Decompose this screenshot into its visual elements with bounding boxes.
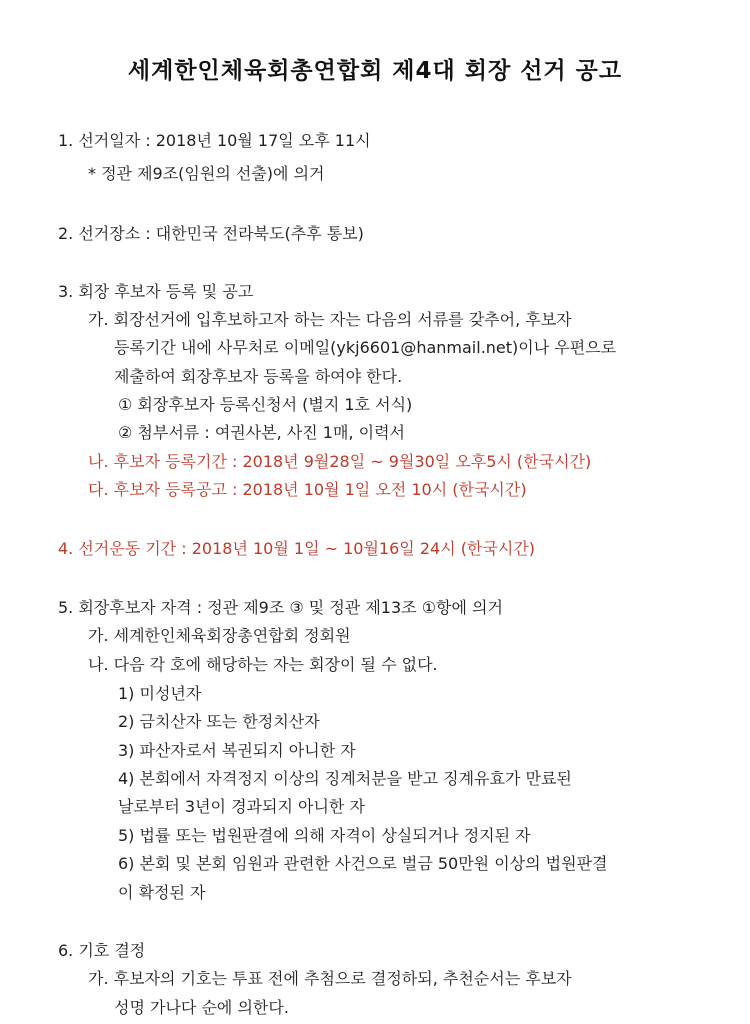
document-line-3: 2. 선거장소 : 대한민국 전라북도(추후 통보) [58, 224, 364, 243]
document-line-25: 가. 후보자의 기호는 투표 전에 추첨으로 결정하되, 추천순서는 후보자 [88, 969, 572, 988]
document-line-18: 3) 파산자로서 복권되지 아니한 자 [118, 741, 356, 760]
document-line-1: 1. 선거일자 : 2018년 10월 17일 오후 11시 [58, 131, 371, 150]
document-line-6: 등록기간 내에 사무처로 이메일(ykj6601@hanmail.net)이나 우편으로 [114, 338, 617, 357]
document-line-23: 이 확정된 자 [118, 883, 206, 902]
document-line-2: * 정관 제9조(임원의 선출)에 의거 [88, 164, 325, 183]
document-line-5: 가. 회장선거에 입후보하고자 하는 자는 다음의 서류를 갖추어, 후보자 [88, 310, 572, 329]
document-line-11: 다. 후보자 등록공고 : 2018년 10월 1일 오전 10시 (한국시간) [88, 480, 527, 499]
document-line-12: 4. 선거운동 기간 : 2018년 10월 1일 ~ 10월16일 24시 (한국시간) [58, 539, 536, 558]
document-line-14: 가. 세계한인체육회장총연합회 정회원 [88, 626, 351, 645]
document-line-4: 3. 회장 후보자 등록 및 공고 [58, 282, 254, 301]
document-line-21: 5) 법률 또는 법원판결에 의해 자격이 상실되거나 정지된 자 [118, 826, 531, 845]
document-line-8: ① 회장후보자 등록신청서 (별지 1호 서식) [118, 395, 413, 414]
document-line-9: ② 첨부서류 : 여권사본, 사진 1매, 이력서 [118, 423, 405, 442]
document-line-19: 4) 본회에서 자격정지 이상의 징계처분을 받고 징계유효가 만료된 [118, 769, 572, 788]
document-line-16: 1) 미성년자 [118, 684, 202, 703]
document-line-24: 6. 기호 결정 [58, 941, 146, 960]
document-line-26: 성명 가나다 순에 의한다. [114, 998, 289, 1017]
document-line-20: 날로부터 3년이 경과되지 아니한 자 [118, 797, 365, 816]
document-line-10: 나. 후보자 등록기간 : 2018년 9월28일 ~ 9월30일 오후5시 (한국시간) [88, 452, 592, 471]
document-line-17: 2) 금치산자 또는 한정치산자 [118, 712, 320, 731]
document-line-22: 6) 본회 및 본회 임원과 관련한 사건으로 벌금 50만원 이상의 법원판결 [118, 854, 608, 873]
document-line-13: 5. 회장후보자 자격 : 정관 제9조 ③ 및 정관 제13조 ①항에 의거 [58, 598, 503, 617]
page-title: 세계한인체육회총연합회 제4대 회장 선거 공고 [127, 58, 623, 84]
document-line-7: 제출하여 회장후보자 등록을 하여야 한다. [114, 367, 403, 386]
document-line-15: 나. 다음 각 호에 해당하는 자는 회장이 될 수 없다. [88, 655, 438, 674]
